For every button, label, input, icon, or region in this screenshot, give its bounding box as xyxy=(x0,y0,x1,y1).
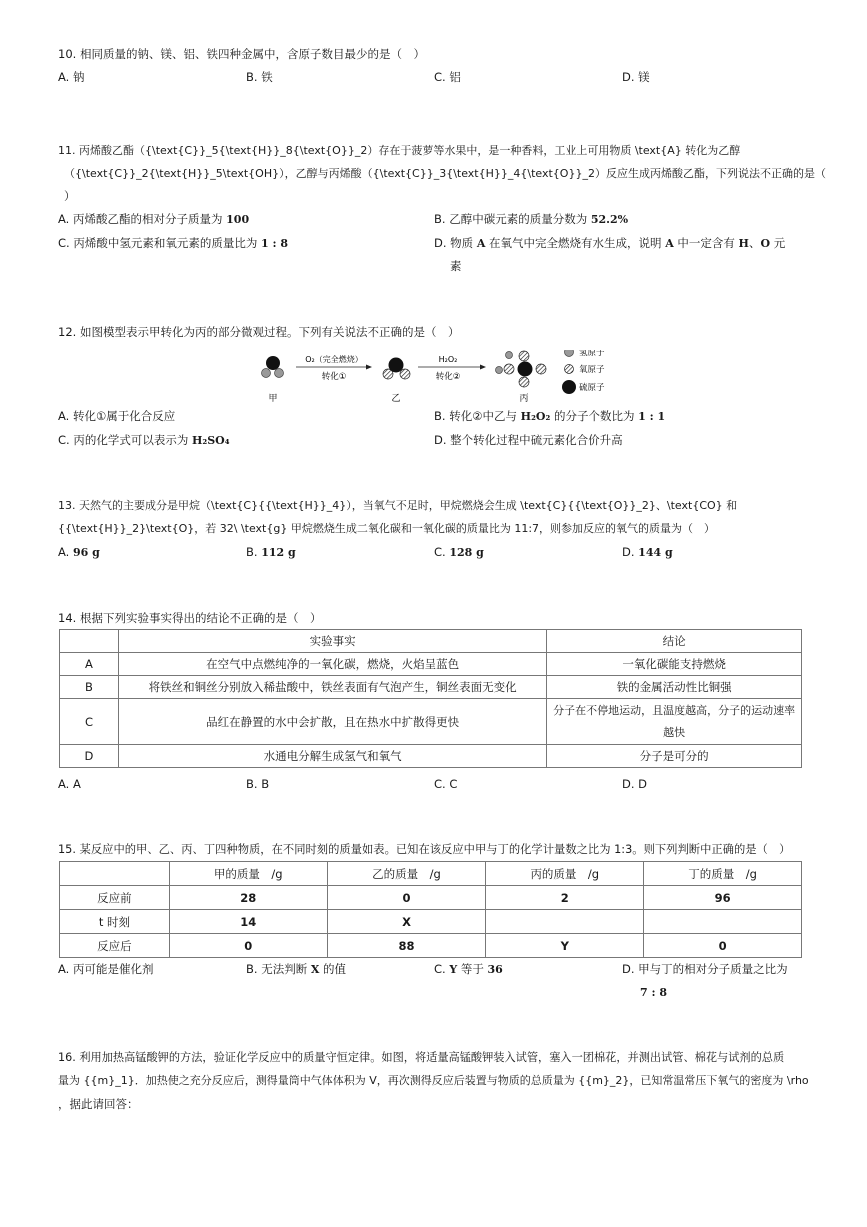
q11-option-d[interactable]: D. 物质 A 在氧气中完全燃烧有水生成，说明 A 中一定含有 H、O 元 xyxy=(434,236,786,250)
table-cell: t 时刻 xyxy=(60,910,170,934)
q15-option-d-value: 7 : 8 xyxy=(640,986,668,999)
q12-stem: 12. 如图模型表示甲转化为丙的部分微观过程。下列有关说法不正确的是（ ） xyxy=(58,325,460,339)
table-row xyxy=(60,676,802,699)
q11-stem-line1: 11. 丙烯酸乙酯（{\text{C}}_5{\text{H}}_8{\text{O}}_2）存在于菠萝等水果中，是一种香料，工业上可用物质 \text{A} 转化为乙醇 xyxy=(58,144,741,157)
table-cell: 0 xyxy=(169,934,327,958)
table-cell: 0 xyxy=(644,934,802,958)
molecule-bing xyxy=(496,351,547,387)
table-cell: 28 xyxy=(169,886,327,910)
table-header-row xyxy=(60,630,802,653)
molecule-diagram xyxy=(258,350,618,406)
q10-stem: 10. 相同质量的钠、镁、铝、铁四种金属中，含原子数目最少的是（ ） xyxy=(58,47,425,61)
table-cell: 反应后 xyxy=(60,934,170,958)
table-cell: A xyxy=(60,653,119,676)
table-cell: 88 xyxy=(327,934,486,958)
q14-stem: 14. 根据下列实验事实得出的结论不正确的是（ ） xyxy=(58,611,322,625)
q13-option-d[interactable]: D. 144 g xyxy=(622,545,673,559)
q11-stem-line2: （{\text{C}}_2{\text{H}}_5\text{OH}），乙醇与丙烯酸（{\text{C}}_3{\text{H}}_4{\text{O}}_2）反应生成丙烯酸乙酯，下列说法不正确的是（ xyxy=(64,167,826,180)
table-cell: 2 xyxy=(486,886,644,910)
arrow-1-head xyxy=(366,365,372,370)
table-row xyxy=(60,745,802,768)
table-cell: D xyxy=(60,745,119,768)
legend-sulfur-icon xyxy=(562,380,576,394)
legend-sulfur-label: 硫原子 xyxy=(579,383,605,393)
table-cell: 14 xyxy=(169,910,327,934)
table-cell: 将铁丝和铜丝分别放入稀盐酸中，铁丝表面有气泡产生，铜丝表面无变化 xyxy=(118,676,546,699)
arrow-2-head xyxy=(480,365,486,370)
q16-line1: 16. 利用加热高锰酸钾的方法，验证化学反应中的质量守恒定律。如图，将适量高锰酸钾装入试管，塞入一团棉花，并测出试管、棉花与试剂的总质 xyxy=(58,1051,785,1064)
table-header-cell: 结论 xyxy=(547,630,802,653)
table-cell: 96 xyxy=(644,886,802,910)
q15-table xyxy=(59,861,802,958)
q14-option-b[interactable]: B. B xyxy=(246,777,270,791)
table-row xyxy=(60,699,802,745)
q10-option-c[interactable]: C. 铝 xyxy=(434,70,461,84)
table-header-cell: 乙的质量 /g xyxy=(327,862,486,886)
table-cell: X xyxy=(327,910,486,934)
q14-table xyxy=(59,629,802,768)
q14-option-a[interactable]: A. A xyxy=(58,777,81,791)
arrow-2-top-label: H₂O₂ xyxy=(438,355,458,364)
table-row xyxy=(60,653,802,676)
label-bing: 丙 xyxy=(519,394,529,404)
molecule-jia xyxy=(262,356,284,378)
table-cell: Y xyxy=(486,934,644,958)
arrow-2-bottom-label: 转化② xyxy=(435,372,461,382)
q13-option-a[interactable]: A. 96 g xyxy=(58,545,100,559)
q15-option-b[interactable]: B. 无法判断 X 的值 xyxy=(246,962,347,976)
table-cell: 品红在静置的水中会扩散，且在热水中扩散得更快 xyxy=(118,699,546,745)
table-header-cell: 甲的质量 /g xyxy=(169,862,327,886)
q11-option-c[interactable]: C. 丙烯酸中氢元素和氧元素的质量比为 1 : 8 xyxy=(58,236,289,250)
table-cell xyxy=(644,910,802,934)
table-cell: 水通电分解生成氢气和氧气 xyxy=(118,745,546,768)
q15-option-a[interactable]: A. 丙可能是催化剂 xyxy=(58,962,154,976)
q16-line3: ，据此请回答： xyxy=(58,1097,139,1111)
q11-option-a[interactable]: A. 丙烯酸乙酯的相对分子质量为 100 xyxy=(58,212,250,226)
table-cell: 分子在不停地运动，且温度越高，分子的运动速率越快 xyxy=(547,699,802,745)
table-row xyxy=(60,910,802,934)
table-cell: 分子是可分的 xyxy=(547,745,802,768)
q12-option-c[interactable]: C. 丙的化学式可以表示为 H₂SO₄ xyxy=(58,433,230,447)
q13-stem-line1: 13. 天然气的主要成分是甲烷（\text{C}{{\text{H}}_4}），当氧气不足时，甲烷燃烧会生成 \text{C}{{\text{O}}_2}、\text{CO} 和 xyxy=(58,499,738,512)
table-cell: 一氧化碳能支持燃烧 xyxy=(547,653,802,676)
label-yi: 乙 xyxy=(391,394,401,404)
q11-option-d-line2: 素 xyxy=(450,259,462,273)
legend-hydrogen-icon xyxy=(565,350,574,357)
q15-option-c[interactable]: C. Y 等于 36 xyxy=(434,962,503,976)
q10-option-b[interactable]: B. 铁 xyxy=(246,70,273,84)
table-header-cell: 丁的质量 /g xyxy=(644,862,802,886)
table-cell: 在空气中点燃纯净的一氧化碳，燃烧，火焰呈蓝色 xyxy=(118,653,546,676)
table-cell: C xyxy=(60,699,119,745)
q12-option-b[interactable]: B. 转化②中乙与 H₂O₂ 的分子个数比为 1 : 1 xyxy=(434,409,666,423)
molecule-diagram-svg xyxy=(258,350,618,406)
q13-option-c[interactable]: C. 128 g xyxy=(434,545,484,559)
table-cell xyxy=(486,910,644,934)
q14-option-c[interactable]: C. C xyxy=(434,777,458,791)
q11-option-b[interactable]: B. 乙醇中碳元素的质量分数为 52.2% xyxy=(434,212,629,226)
legend-oxygen-label: 氧原子 xyxy=(579,365,605,375)
table-header-cell: 丙的质量 /g xyxy=(486,862,644,886)
legend-oxygen-icon xyxy=(565,365,574,374)
label-jia: 甲 xyxy=(268,394,278,404)
legend-hydrogen-label: 氢原子 xyxy=(579,350,605,358)
table-row xyxy=(60,886,802,910)
q10-option-d[interactable]: D. 镁 xyxy=(622,70,650,84)
table-cell: 反应前 xyxy=(60,886,170,910)
arrow-1-top-label: O₂（完全燃烧） xyxy=(305,355,363,364)
q11-stem-line3: ） xyxy=(64,189,76,203)
q12-option-a[interactable]: A. 转化①属于化合反应 xyxy=(58,409,176,423)
table-header-row xyxy=(60,862,802,886)
table-cell: 铁的金属活动性比铜强 xyxy=(547,676,802,699)
molecule-yi xyxy=(383,358,410,380)
arrow-1-bottom-label: 转化① xyxy=(321,372,347,382)
table-cell: 0 xyxy=(327,886,486,910)
q16-line2: 量为 {{m}_1}．加热使之充分反应后，测得量筒中气体体积为 V，再次测得反应后装置与物质的总质量为 {{m}_2}，已知常温常压下氧气的密度为 \rho xyxy=(58,1074,809,1087)
q14-option-d[interactable]: D. D xyxy=(622,777,648,791)
q13-option-b[interactable]: B. 112 g xyxy=(246,545,296,559)
q15-option-d[interactable]: D. 甲与丁的相对分子质量之比为 xyxy=(622,962,788,976)
q15-stem: 15. 某反应中的甲、乙、丙、丁四种物质，在不同时刻的质量如表。已知在该反应中甲与丁的化学计量数之比为 1:3。则下列判断中正确的是（ ） xyxy=(58,843,791,856)
q12-option-d[interactable]: D. 整个转化过程中硫元素化合价升高 xyxy=(434,433,623,447)
table-header-cell: 实验事实 xyxy=(118,630,546,653)
table-cell: B xyxy=(60,676,119,699)
q13-stem-line2: {{\text{H}}_2}\text{O}，若 32\ \text{g} 甲烷燃烧生成二氧化碳和一氧化碳的质量比为 11:7，则参加反应的氧气的质量为（ ） xyxy=(58,522,716,535)
table-header-cell xyxy=(60,630,119,653)
table-header-cell xyxy=(60,862,170,886)
q10-option-a[interactable]: A. 钠 xyxy=(58,70,85,84)
table-row xyxy=(60,934,802,958)
